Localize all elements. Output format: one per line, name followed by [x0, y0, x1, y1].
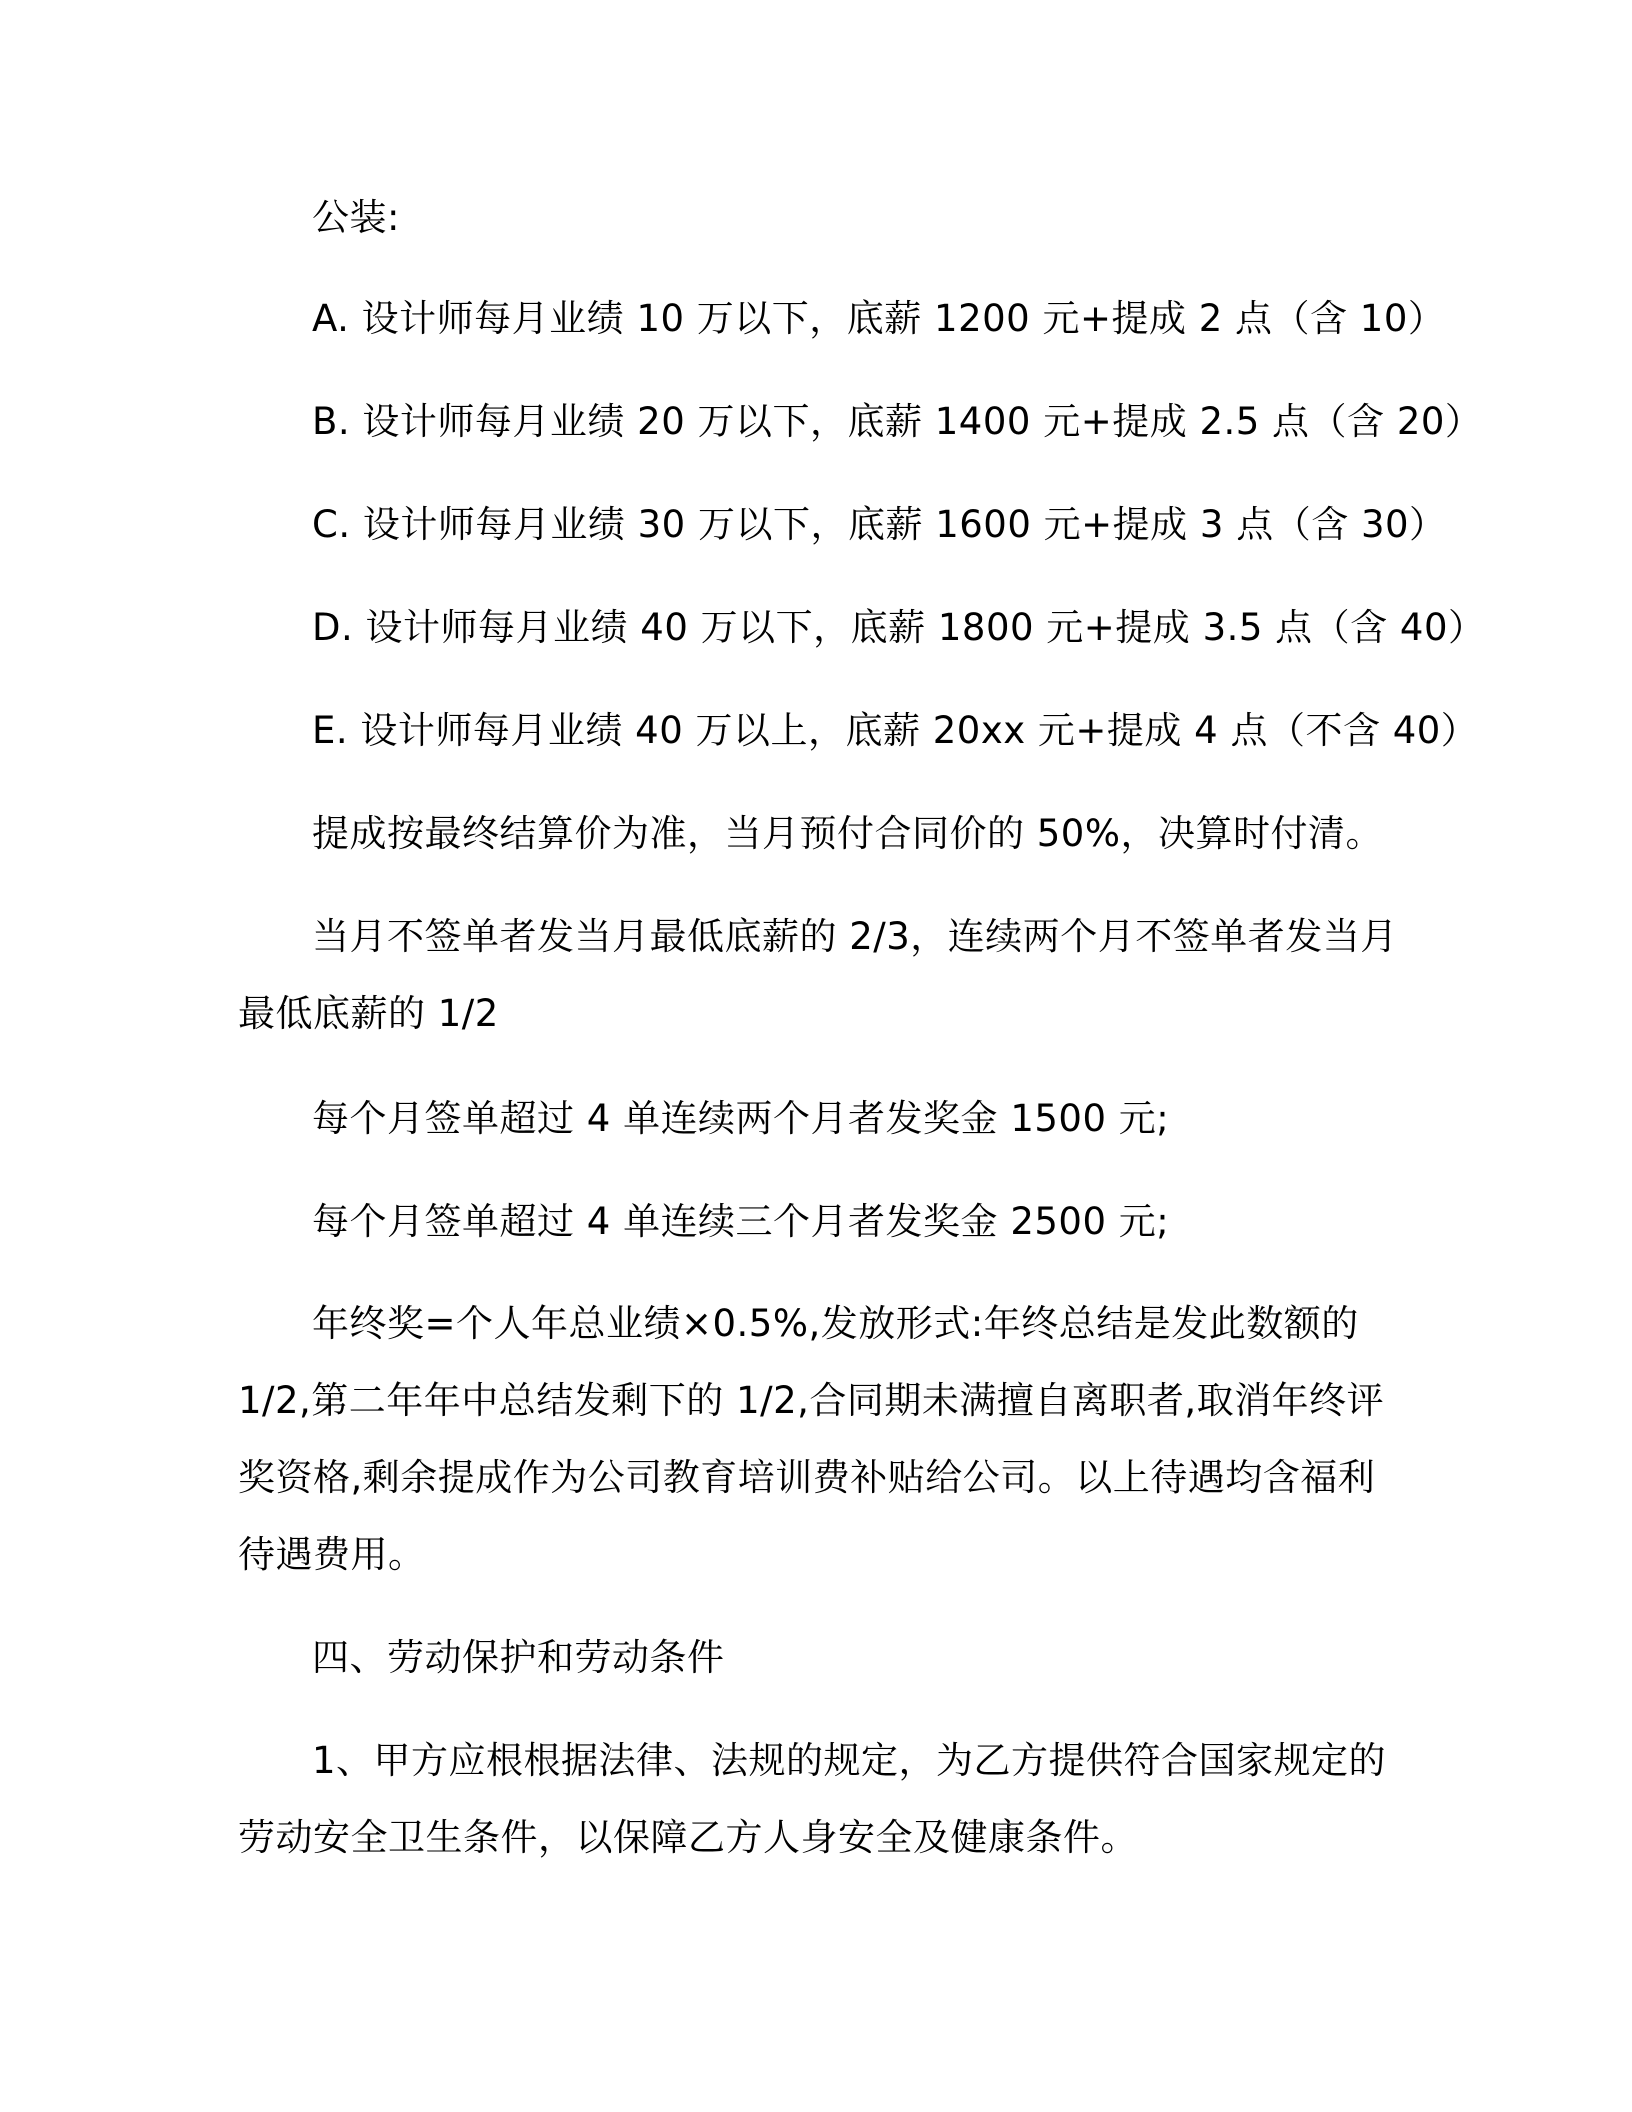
- section-four-heading: 四、劳动保护和劳动条件: [312, 1636, 725, 1679]
- tier-c: C. 设计师每月业绩 30 万以下，底薪 1600 元+提成 3 点（含 30）: [312, 503, 1447, 546]
- bonus-three-months: 每个月签单超过 4 单连续三个月者发奖金 2500 元;: [312, 1200, 1170, 1243]
- tier-b: B. 设计师每月业绩 20 万以下，底薪 1400 元+提成 2.5 点（含 20）: [312, 400, 1483, 443]
- tier-e: E. 设计师每月业绩 40 万以上，底薪 20xx 元+提成 4 点（不含 40）: [312, 709, 1479, 752]
- tier-d: D. 设计师每月业绩 40 万以下，底薪 1800 元+提成 3.5 点（含 40）: [312, 606, 1486, 649]
- year-end-line-1: 年终奖=个人年总业绩×0.5%,发放形式:年终总结是发此数额的: [312, 1302, 1359, 1345]
- clause-one-line-1: 1、甲方应根根据法律、法规的规定，为乙方提供符合国家规定的: [312, 1739, 1387, 1782]
- year-end-line-2: 1/2,第二年年中总结发剩下的 1/2,合同期未满擅自离职者,取消年终评: [238, 1379, 1385, 1422]
- commission-note: 提成按最终结算价为准，当月预付合同价的 50%，决算时付清。: [312, 812, 1383, 855]
- clause-one-line-2: 劳动安全卫生条件，以保障乙方人身安全及健康条件。: [238, 1816, 1138, 1859]
- year-end-line-3: 奖资格,剩余提成作为公司教育培训费补贴给公司。以上待遇均含福利: [238, 1456, 1376, 1499]
- bonus-two-months: 每个月签单超过 4 单连续两个月者发奖金 1500 元;: [312, 1097, 1170, 1140]
- tier-a: A. 设计师每月业绩 10 万以下，底薪 1200 元+提成 2 点（含 10）: [312, 297, 1446, 340]
- year-end-line-4: 待遇费用。: [238, 1533, 426, 1576]
- heading-gongzhuang: 公装:: [312, 196, 400, 239]
- no-sign-line-1: 当月不签单者发当月最低底薪的 2/3，连续两个月不签单者发当月: [312, 915, 1398, 958]
- no-sign-line-2: 最低底薪的 1/2: [238, 992, 499, 1035]
